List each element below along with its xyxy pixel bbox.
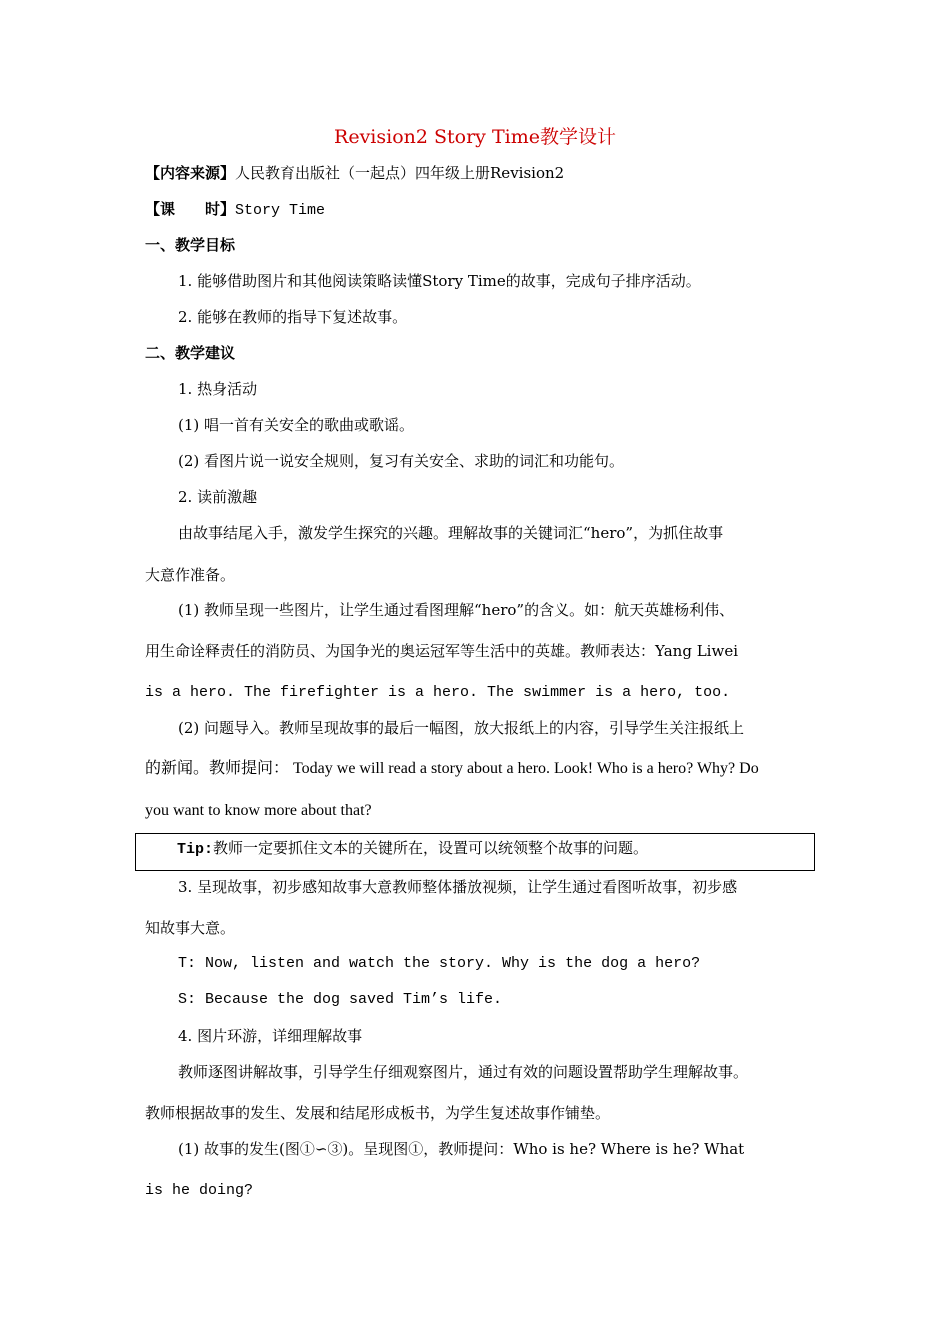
step-4-paragraph-2-line-1: (1) 故事的发生(图①∽③)。呈现图①，教师提问：Who is he? Where is he? What	[178, 1140, 745, 1158]
step-3-student-line: S: Because the dog saved Tim’s life.	[178, 991, 503, 1008]
tip-line	[177, 837, 648, 861]
goal-2: 2. 能够在教师的指导下复述故事。	[178, 308, 408, 326]
step-3-line-2: 知故事大意。	[145, 919, 236, 937]
step-1-item-a: (1) 唱一首有关安全的歌曲或歌谣。	[178, 416, 415, 434]
class-period-line	[145, 198, 325, 222]
step-2-paragraph-1-line-1: 由故事结尾入手，激发学生探究的兴趣。理解故事的关键词汇“hero”，为抓住故事	[178, 524, 724, 542]
step-4-paragraph-1-line-1: 教师逐图讲解故事，引导学生仔细观察图片，通过有效的问题设置帮助学生理解故事。	[178, 1063, 749, 1081]
step-1-item-b: (2) 看图片说一说安全规则，复习有关安全、求助的词汇和功能句。	[178, 452, 625, 470]
goals-heading: 一、教学目标	[145, 236, 236, 254]
step-2-paragraph-2-line-2: 用生命诠释责任的消防员、为国争光的奥运冠军等生活中的英雄。教师表达：Yang Liwei	[145, 642, 738, 660]
content-source-value: 人民教育出版社（一起点）四年级上册Revision2	[235, 164, 565, 182]
advice-heading: 二、教学建议	[145, 344, 236, 362]
goal-1: 1. 能够借助图片和其他阅读策略读懂Story Time的故事，完成句子排序活动。	[178, 272, 701, 290]
step-2-heading: 2. 读前激趣	[178, 488, 258, 506]
step-2-paragraph-3-line-3: you want to know more about that?	[145, 802, 372, 819]
content-source-line	[145, 162, 564, 184]
step-4-heading: 4. 图片环游，详细理解故事	[178, 1027, 363, 1045]
step-3-teacher-line: T: Now, listen and watch the story. Why is the dog a hero?	[178, 955, 701, 972]
class-period-value: Story Time	[235, 202, 326, 219]
content-source-label: 【内容来源】	[145, 164, 236, 182]
step-2-paragraph-2-line-1: (1) 教师呈现一些图片，让学生通过看图理解“hero”的含义。如：航天英雄杨利伟、	[178, 601, 735, 619]
step-2-paragraph-3-line-2: 的新闻。教师提问： Today we will read a story about a hero. Look! Who is a hero? Why? Do	[145, 760, 759, 777]
step-3-line-1: 3. 呈现故事，初步感知故事大意教师整体播放视频，让学生通过看图听故事，初步感	[178, 878, 738, 896]
document-title: Revision2 Story Time教学设计	[334, 126, 616, 148]
step-4-paragraph-2-line-2: is he doing?	[145, 1182, 254, 1199]
step-2-paragraph-3-line-1: (2) 问题导入。教师呈现故事的最后一幅图，放大报纸上的内容，引导学生关注报纸上	[178, 719, 745, 737]
class-period-label: 【课 时】	[145, 200, 236, 218]
step-1-heading: 1. 热身活动	[178, 380, 258, 398]
tip-text: 教师一定要抓住文本的关键所在，设置可以统领整个故事的问题。	[213, 839, 649, 857]
step-4-paragraph-1-line-2: 教师根据故事的发生、发展和结尾形成板书，为学生复述故事作铺垫。	[145, 1104, 611, 1122]
step-2-paragraph-1-line-2: 大意作准备。	[145, 566, 236, 584]
tip-label: Tip:	[177, 841, 214, 858]
step-2-paragraph-2-line-3: is a hero. The firefighter is a hero. The swimmer is a hero, too.	[145, 684, 731, 701]
